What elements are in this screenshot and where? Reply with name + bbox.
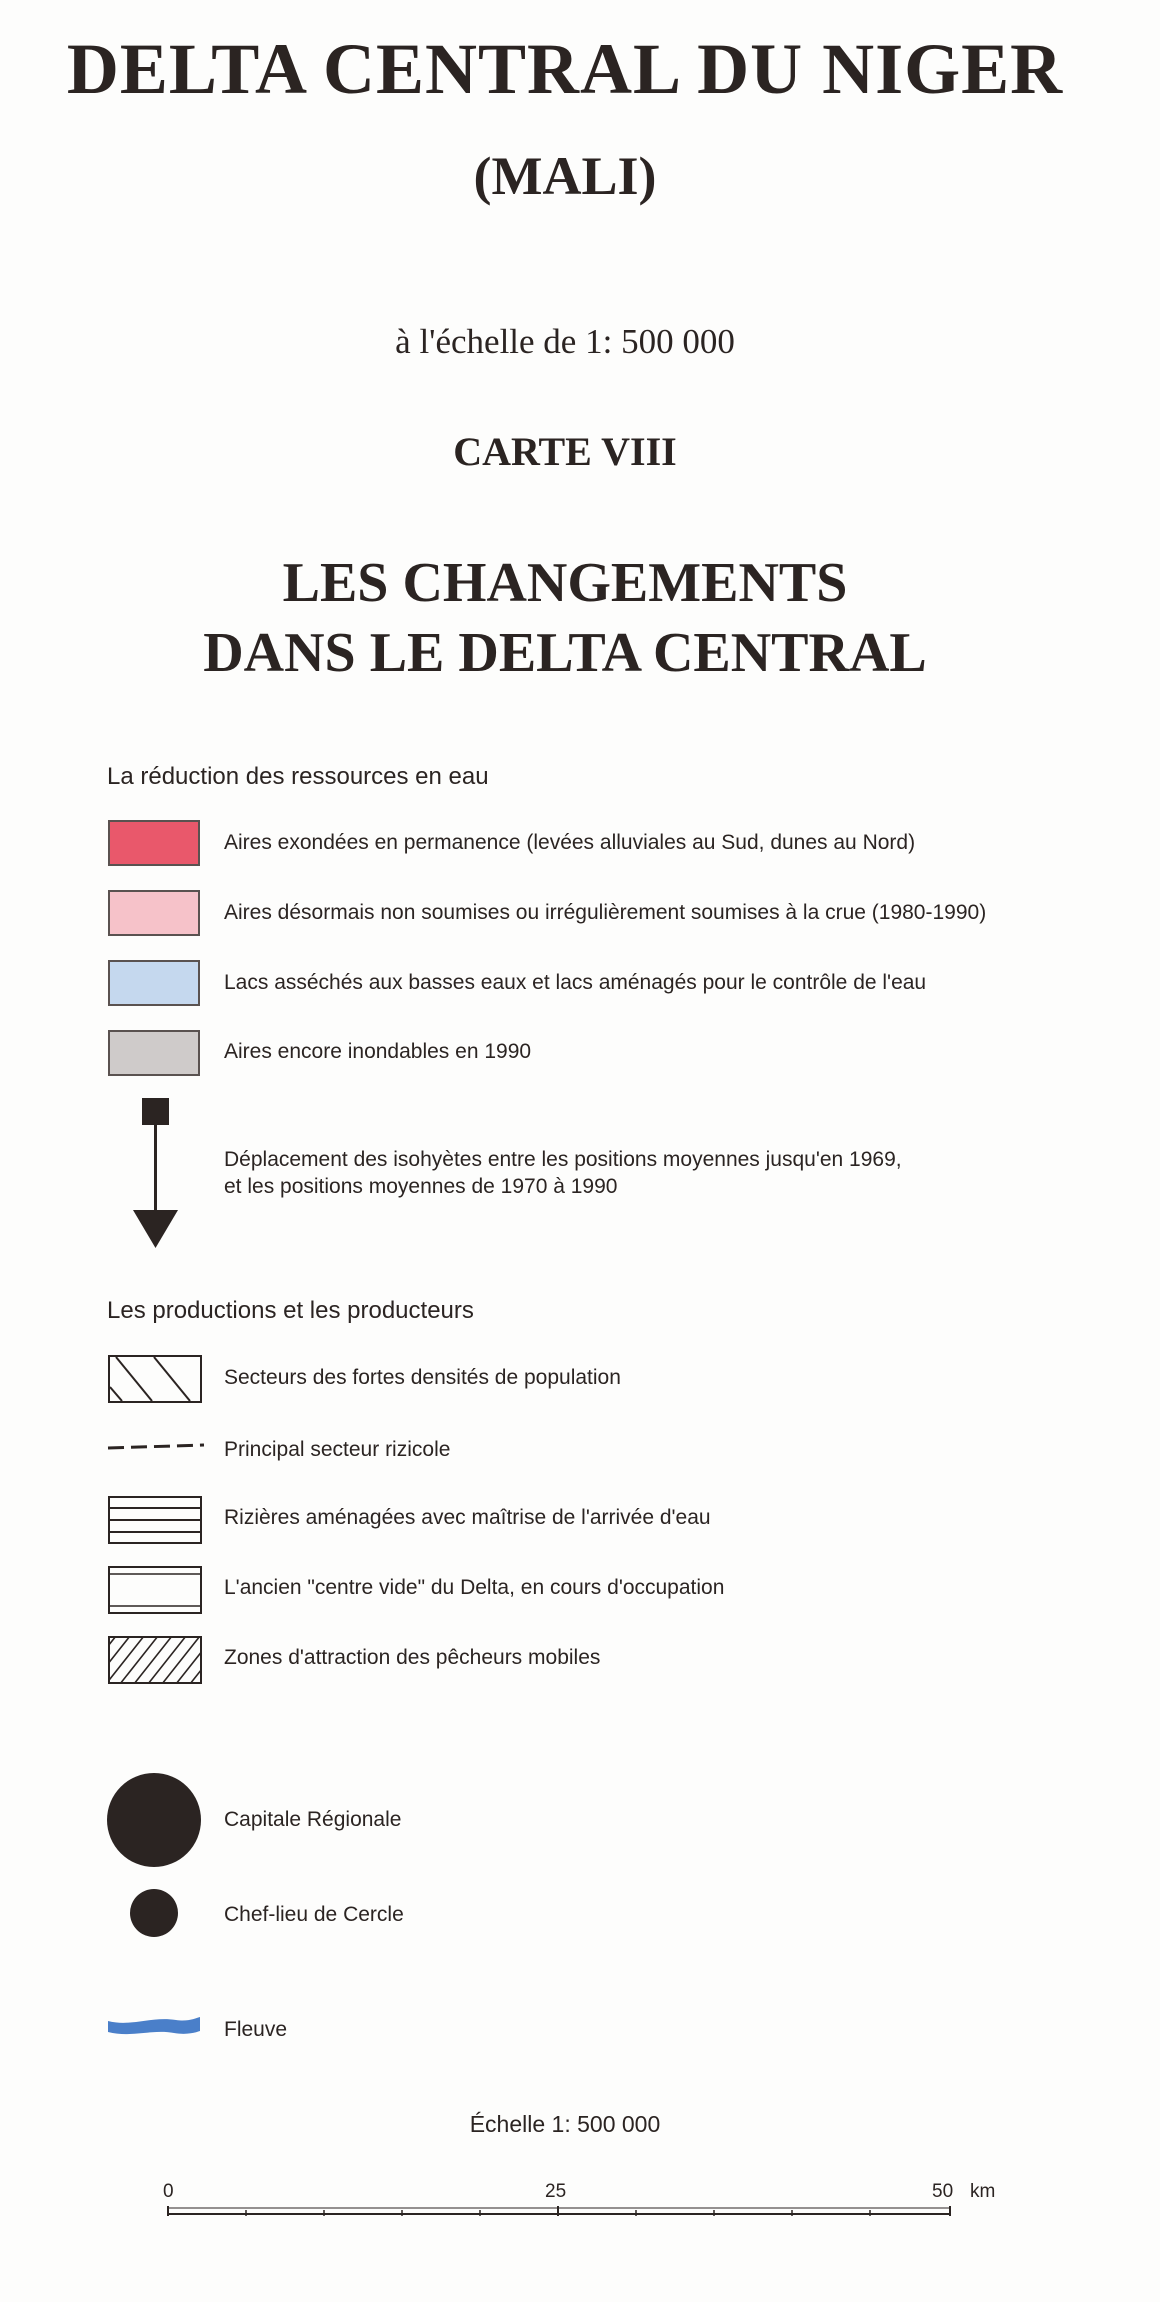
map-subtitle: (MALI) <box>473 146 657 206</box>
map-title: DELTA CENTRAL DU NIGER <box>66 29 1064 109</box>
legend-section-production: Les productions et les producteurs <box>107 1297 474 1324</box>
legend-label-floodable: Aires encore inondables en 1990 <box>224 1040 532 1063</box>
pattern-rice-sector <box>106 1440 206 1454</box>
scale-unit: km <box>970 2181 996 2202</box>
pattern-empty-centre <box>108 1566 202 1614</box>
legend-section-water: La réduction des ressources en eau <box>107 763 489 790</box>
legend-label-cercle-capital: Chef-lieu de Cercle <box>224 1903 404 1926</box>
scale-tick-25: 25 <box>545 2181 567 2202</box>
legend-label-river: Fleuve <box>224 2018 288 2041</box>
scale-bar <box>164 2204 954 2218</box>
scale-bar-title: Échelle 1: 500 000 <box>469 2111 661 2137</box>
regional-capital-icon <box>106 1772 202 1868</box>
legend-label-isohyet-line1: Déplacement des isohyètes entre les positions moyennes jusqu'en 1969, <box>224 1148 902 1171</box>
legend-label-no-flood: Aires désormais non soumises ou irrégulièrement soumises à la crue (1980-1990) <box>224 901 987 924</box>
river-symbol <box>108 2017 200 2034</box>
legend-label-fishermen-zones: Zones d'attraction des pêcheurs mobiles <box>224 1646 601 1669</box>
legend-label-rice-sector: Principal secteur rizicole <box>224 1438 451 1461</box>
legend-label-empty-centre: L'ancien "centre vide" du Delta, en cours d'occupation <box>224 1576 725 1599</box>
map-main-title-line1: LES CHANGEMENTS <box>282 552 848 614</box>
legend-label-isohyet-line2: et les positions moyennes de 1970 à 1990 <box>224 1175 618 1198</box>
legend-label-regional-capital: Capitale Régionale <box>224 1808 402 1831</box>
scale-tick-50: 50 <box>932 2181 954 2202</box>
swatch-no-flood <box>108 890 200 936</box>
isohyet-arrow-icon <box>130 1098 182 1250</box>
pattern-population-density <box>108 1355 202 1403</box>
map-main-title-line2: DANS LE DELTA CENTRAL <box>203 622 927 684</box>
legend-label-managed-ricefields: Rizières aménagées avec maîtrise de l'arrivée d'eau <box>224 1506 711 1529</box>
cercle-capital-icon <box>129 1888 179 1938</box>
legend-label-isohyet <box>224 1146 902 1200</box>
pattern-fishermen-zones <box>108 1636 202 1684</box>
legend-label-permanent-dry: Aires exondées en permanence (levées alluviales au Sud, dunes au Nord) <box>224 831 916 854</box>
scale-statement: à l'échelle de 1: 500 000 <box>395 322 735 361</box>
scale-tick-0: 0 <box>163 2181 174 2202</box>
pattern-managed-ricefields <box>108 1496 202 1544</box>
legend-label-dried-lakes: Lacs asséchés aux basses eaux et lacs aménagés pour le contrôle de l'eau <box>224 971 927 994</box>
river-icon <box>106 2014 202 2040</box>
legend-label-population-density: Secteurs des fortes densités de population <box>224 1366 621 1389</box>
swatch-floodable <box>108 1030 200 1076</box>
map-main-title <box>0 548 1130 688</box>
swatch-permanent-dry <box>108 820 200 866</box>
map-number: CARTE VIII <box>453 429 677 474</box>
swatch-dried-lakes <box>108 960 200 1006</box>
